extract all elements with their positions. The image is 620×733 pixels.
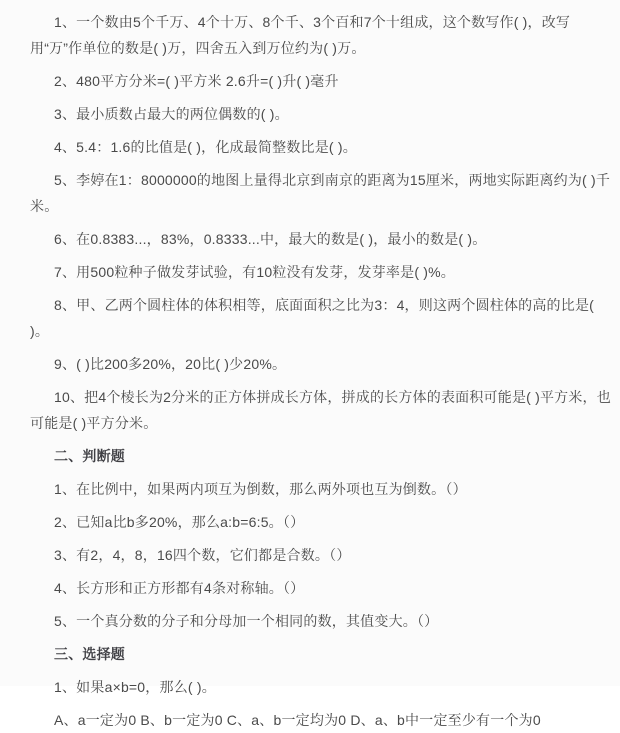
choice-section-heading: 三、选择题 bbox=[54, 646, 125, 662]
fill-question-2: 2、480平方分米=( )平方米 2.6升=( )升( )毫升 bbox=[54, 73, 339, 89]
choice-question-1: 1、如果a×b=0，那么( )。 bbox=[54, 679, 216, 695]
choice-options-line: A、a一定为0 B、b一定为0 C、a、b一定均为0 D、a、b中一定至少有一个为0 bbox=[54, 712, 541, 728]
fill-question-10: 10、把4个棱长为2分米的正方体拼成长方体，拼成的长方体的表面积可能是( )平方米，也可能是( )平方分米。 bbox=[30, 389, 611, 431]
fill-question-1: 1、一个数由5个千万、4个十万、8个千、3个百和7个十组成，这个数写作( )，改写用“万”作单位的数是( )万，四舍五入到万位约为( )万。 bbox=[30, 14, 571, 56]
fill-question-4: 4、5.4：1.6的比值是( )，化成最简整数比是( )。 bbox=[54, 139, 357, 155]
judgment-question-4: 4、长方形和正方形都有4条对称轴。（） bbox=[54, 580, 305, 596]
judgment-question-2: 2、已知a比b多20%，那么a:b=6:5。（） bbox=[54, 514, 305, 530]
fill-question-7: 7、用500粒种子做发芽试验，有10粒没有发芽，发芽率是( )%。 bbox=[54, 264, 455, 280]
fill-question-3: 3、最小质数占最大的两位偶数的( )。 bbox=[54, 106, 289, 122]
judgment-question-5: 5、一个真分数的分子和分母加一个相同的数，其值变大。（） bbox=[54, 613, 439, 629]
fill-question-5: 5、李婷在1：8000000的地图上量得北京到南京的距离为15厘米，两地实际距离约为( )千米。 bbox=[30, 172, 611, 214]
judgment-question-3: 3、有2，4，8，16四个数，它们都是合数。（） bbox=[54, 547, 351, 563]
judgment-section-heading: 二、判断题 bbox=[54, 448, 125, 464]
judgment-question-1: 1、在比例中，如果两内项互为倒数，那么两外项也互为倒数。（） bbox=[54, 481, 467, 497]
fill-question-9: 9、( )比200多20%，20比( )少20%。 bbox=[54, 356, 287, 372]
fill-question-8: 8、甲、乙两个圆柱体的体积相等，底面面积之比为3：4，则这两个圆柱体的高的比是( )。 bbox=[30, 297, 595, 339]
fill-question-6: 6、在0.8383...，83%，0.8333...中，最大的数是( )，最小的数是( )。 bbox=[54, 231, 487, 247]
